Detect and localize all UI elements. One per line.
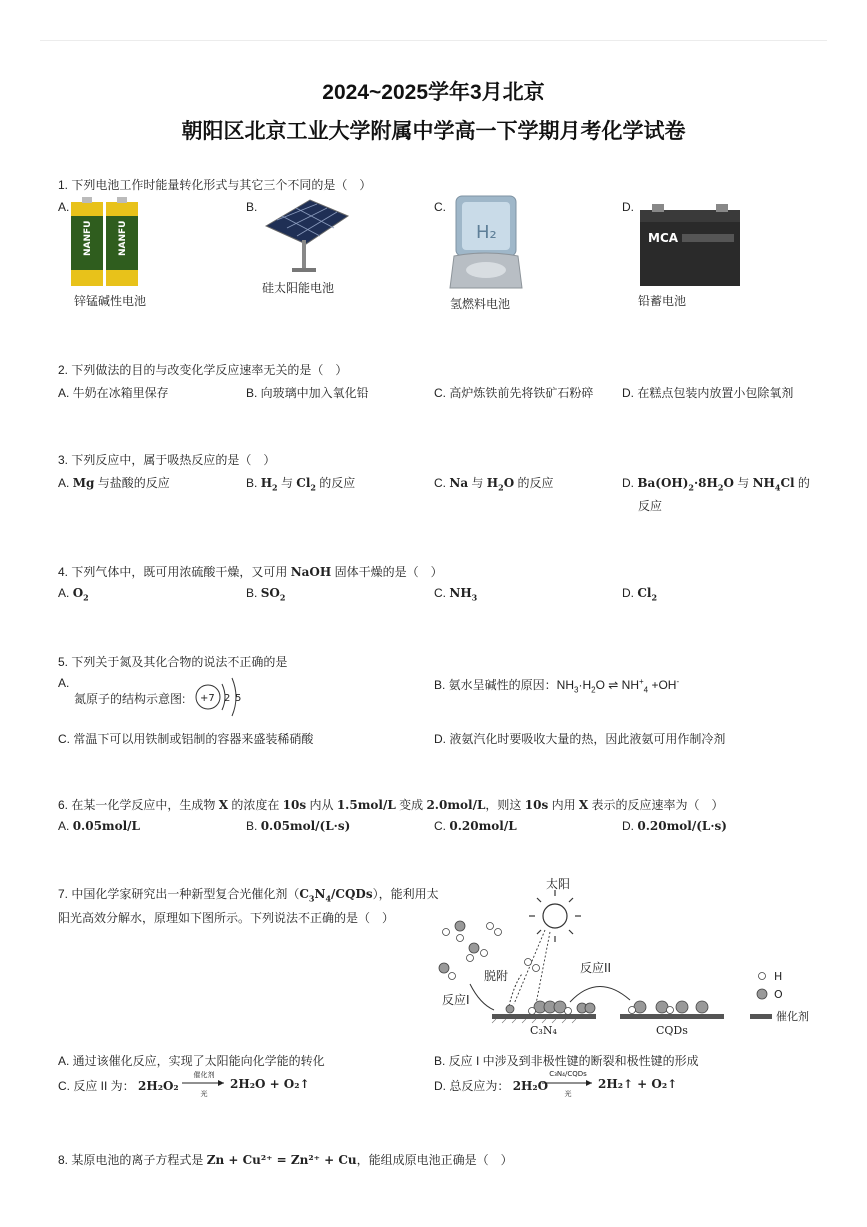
battery-brand-text-2: NANFU: [118, 220, 128, 256]
q2-stem: 2. 下列做法的目的与改变化学反应速率无关的是（ ）: [58, 363, 348, 377]
legend-o: O: [774, 988, 783, 1001]
q1-option-d-caption: 铅蓄电池: [638, 294, 687, 308]
diagram-sun-label: 太阳: [546, 877, 571, 891]
q4-option-a: A. $O_2$: [58, 586, 89, 603]
q2-option-b: B. 向玻璃中加入氧化铅: [246, 386, 369, 400]
q1-option-a-letter: A.: [58, 200, 70, 214]
q5-option-c: C. 常温下可以用铁制或铝制的容器来盛装稀硝酸: [58, 732, 314, 746]
q4-option-b: B. $SO_2$: [246, 586, 286, 603]
q1-option-b-letter: B.: [246, 200, 258, 214]
q7-stem-line2: 阳光高效分解水，原理如下图所示。下列说法不正确的是（ ）: [58, 911, 395, 925]
q5-option-a-letter: A.: [58, 676, 70, 690]
legend-catalyst: 催化剂: [776, 1010, 809, 1023]
top-divider: [40, 40, 827, 41]
diagram-desorb-label: 脱附: [484, 969, 509, 983]
atom-shell-1: 2: [224, 693, 231, 704]
q5-option-a-text: 氮原子的结构示意图:: [74, 692, 186, 706]
q4-option-c: C. $NH_3$: [434, 586, 478, 603]
nitrogen-atom-diagram: [192, 672, 248, 722]
q3-option-d-line2: 反应: [638, 499, 663, 513]
q7-c-condition-top: 催化剂: [193, 1071, 215, 1079]
q3-stem: 3. 下列反应中，属于吸热反应的是（ ）: [58, 453, 276, 467]
q7-c-condition-bottom: 光: [200, 1090, 208, 1098]
atom-nucleus-charge: +7: [200, 693, 215, 704]
q8-stem: 8. 某原电池的离子方程式是 Zn + Cu²⁺ = Zn²⁺ + Cu，能组成原电池正确是（ ）: [58, 1153, 513, 1167]
q7-d-arrow: [540, 1066, 596, 1100]
q1-option-b-caption: 硅太阳能电池: [262, 281, 335, 295]
q7-option-b: B. 反应 I 中涉及到非极性键的断裂和极性键的形成: [434, 1054, 699, 1068]
atom-shell-2: 5: [235, 693, 242, 704]
q5-option-b: B. 氨水呈碱性的原因：$NH_3\cdot H_2O$ ⇌ $NH^+_4 +OH^-$: [434, 677, 680, 695]
page-title: 2024~2025学年3月北京: [322, 81, 545, 104]
q1-option-c-caption: 氢燃料电池: [450, 297, 511, 311]
q5-stem: 5. 下列关于氮及其化合物的说法不正确的是: [58, 655, 288, 669]
q3-option-c: C. Na 与 $H_2O$ 的反应: [434, 476, 554, 493]
fuel-cell-image: [448, 194, 524, 292]
battery-brand-text: NANFU: [83, 220, 93, 256]
lead-acid-battery-image: [638, 196, 744, 288]
page-subtitle: 朝阳区北京工业大学附属中学高一下学期月考化学试卷: [181, 120, 686, 143]
q1-stem: 1. 下列电池工作时能量转化形式与其它三个不同的是（ ）: [58, 178, 372, 192]
lead-acid-brand: MCA: [648, 231, 679, 245]
q2-option-d: D. 在糕点包装内放置小包除氧剂: [622, 386, 794, 400]
q1-option-d-letter: D.: [622, 200, 634, 214]
q3-option-a: A. Mg 与盐酸的反应: [58, 476, 170, 490]
q7-option-c: C. 反应 II 为： 2H₂O₂: [58, 1079, 179, 1093]
q4-stem: 4. 下列气体中，既可用浓硫酸干燥，又可用 NaOH 固体干燥的是（ ）: [58, 565, 443, 579]
q7-d-condition-bottom: 光: [564, 1090, 572, 1098]
q6-option-d: D. 0.20mol/(L·s): [622, 819, 727, 833]
diagram-c3n4-label: C₃N₄: [530, 1024, 557, 1036]
q3-option-b: B. $H_2$ 与 $Cl_2$ 的反应: [246, 476, 356, 493]
alkaline-battery-image: [68, 196, 144, 288]
diagram-cqds-label: CQDs: [656, 1024, 688, 1036]
q3-option-d: D. $Ba(OH)_2\cdot 8H_2O$ 与 $NH_4Cl$ 的: [622, 476, 810, 493]
q7-c-arrow: [180, 1068, 228, 1100]
q2-option-a: A. 牛奶在冰箱里保存: [58, 386, 169, 400]
q6-option-b: B. 0.05mol/(L·s): [246, 819, 351, 833]
q1-option-c-letter: C.: [434, 200, 446, 214]
q6-option-a: A. 0.05mol/L: [58, 819, 140, 833]
q7-option-d: D. 总反应为： 2H₂O: [434, 1079, 549, 1093]
q7-d-condition-top: C₃N₄/CQDs: [549, 1070, 587, 1078]
diagram-reaction1-label: 反应I: [442, 993, 470, 1007]
q1-option-a-caption: 锌锰碱性电池: [74, 294, 147, 308]
q7-option-d-products: 2H₂↑ + O₂↑: [598, 1077, 678, 1091]
q6-stem: 6. 在某一化学反应中，生成物 X 的浓度在 10s 内从 1.5mol/L 变成 2.0mol/L，则这 10s 内用 X 表示的反应速率为（ ）: [58, 798, 724, 812]
legend-h: H: [774, 970, 783, 983]
diagram-reaction2-label: 反应II: [580, 961, 612, 975]
solar-panel-image: [262, 196, 352, 276]
q2-option-c: C. 高炉炼铁前先将铁矿石粉碎: [434, 386, 594, 400]
photocatalysis-diagram: [430, 876, 820, 1036]
q7-option-c-products: 2H₂O + O₂↑: [230, 1077, 310, 1091]
fuel-cell-label: H₂: [476, 222, 497, 243]
q5-option-d: D. 液氨汽化时要吸收大量的热，因此液氨可用作制冷剂: [434, 732, 726, 746]
q6-option-c: C. 0.20mol/L: [434, 819, 517, 833]
q7-stem-line1: 7. 中国化学家研究出一种新型复合光催化剂$(C_3N_4/CQDs)$，能利用太: [58, 887, 439, 904]
q7-option-a: A. 通过该催化反应，实现了太阳能向化学能的转化: [58, 1054, 325, 1068]
q4-option-d: D. $Cl_2$: [622, 586, 658, 603]
